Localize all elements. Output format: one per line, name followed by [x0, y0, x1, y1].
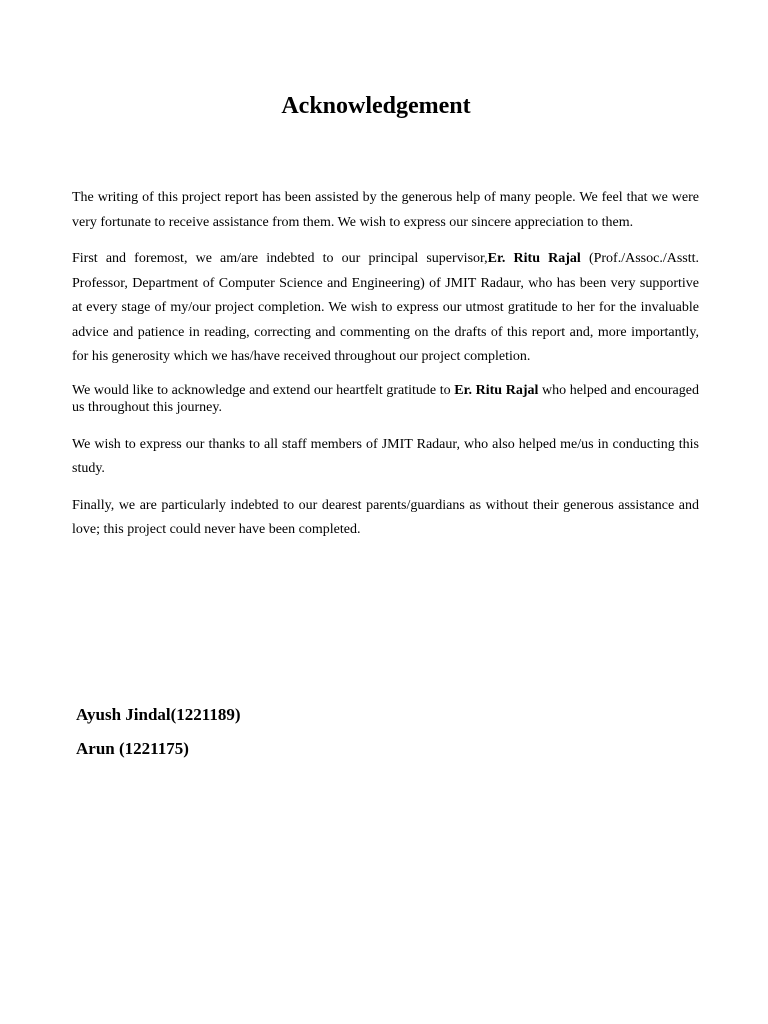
paragraph-5: Finally, we are particularly indebted to our dearest parents/guardians as without their generous assistance and love; this project could never have been completed.	[72, 497, 699, 537]
page-title: Acknowledgement	[281, 93, 471, 119]
paragraph-3	[72, 382, 699, 416]
acknowledgement-body	[72, 186, 699, 555]
supervisor-name: Er. Ritu Rajal	[487, 251, 581, 266]
student-signature-2: Arun (1221175)	[76, 739, 189, 758]
paragraph-3-intro: We would like to acknowledge and extend our heartfelt gratitude to	[72, 382, 455, 398]
student-signature-1: Ayush Jindal(1221189)	[76, 705, 241, 724]
paragraph-1: The writing of this project report has been assisted by the generous help of many people. We feel that we were very fortunate to receive assistance from them. We wish to express our sincere appreciation to them.	[72, 190, 699, 230]
paragraph-4: We wish to express our thanks to all staff members of JMIT Radaur, who also helped me/us in conducting this study.	[72, 436, 699, 476]
paragraph-2-intro: First and foremost, we am/are indebted to our principal supervisor,	[72, 251, 488, 266]
paragraph-2	[72, 247, 699, 370]
paragraph-3-rest: who helped and encouraged us throughout this journey.	[72, 382, 699, 415]
paragraph-2-rest: (Prof./Assoc./Asstt. Professor, Department of Computer Science and Engineering) of JMIT Radaur, who has been very supportive at every stage of my/our project completion. We wish to express our utmost gratitude to her for the invaluable advice and patience in reading, correcting and commenting on the drafts of this report and, more importantly, for his generosity which we has/have received throughout our project completion.	[72, 251, 699, 364]
signature-block	[76, 698, 241, 766]
mentor-name: Er. Ritu Rajal	[454, 382, 539, 398]
